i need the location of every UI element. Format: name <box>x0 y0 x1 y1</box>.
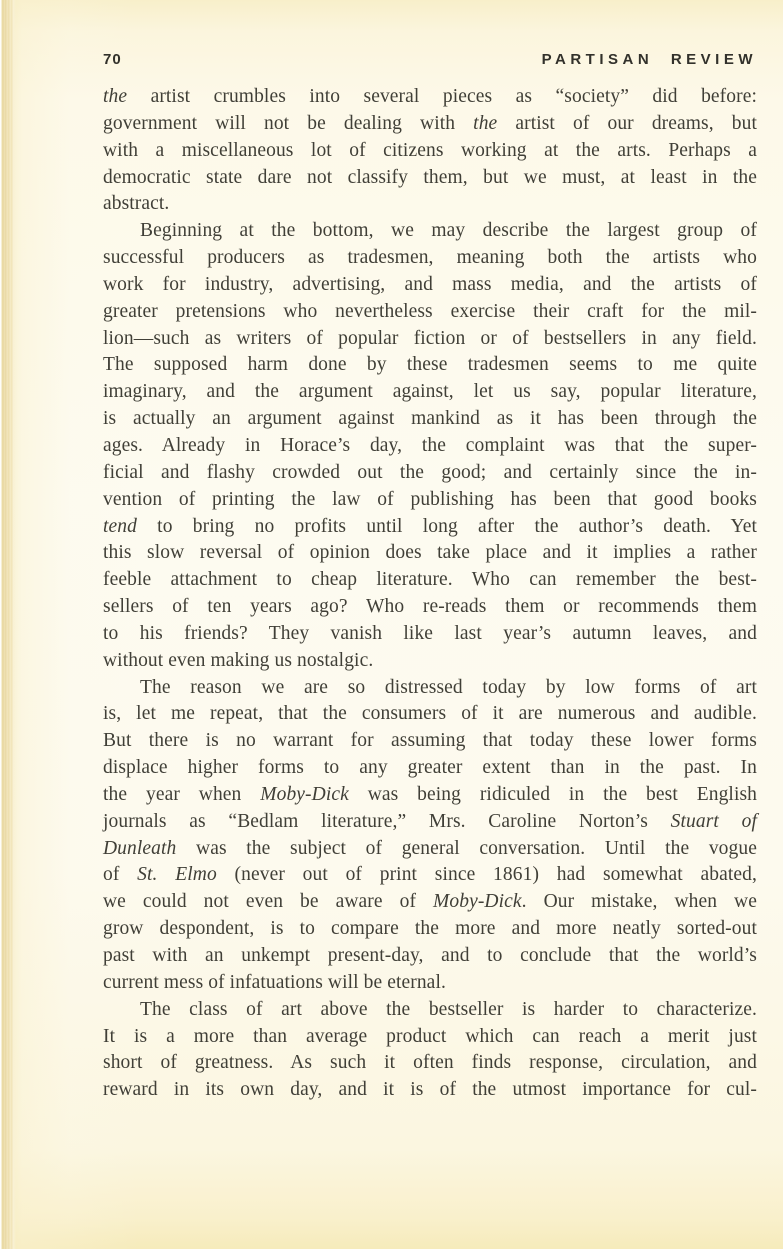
text-line: tend to bring no profits until long after the author’s death. Yet <box>103 515 757 537</box>
text-line: vention of printing the law of publishing has been that good books <box>103 488 757 510</box>
text-line: displace higher forms to any greater extent than in the past. In <box>103 757 757 779</box>
text-line: government will not be dealing with the artist of our dreams, but <box>103 112 757 134</box>
text-line: reward in its own day, and it is of the utmost importance for cul- <box>103 1079 757 1101</box>
text-line: ages. Already in Horace’s day, the complaint was that the super- <box>103 434 757 456</box>
text-line: we could not even be aware of Moby-Dick. Our mistake, when we <box>103 891 757 913</box>
body-text <box>103 84 757 1104</box>
text-line: feeble attachment to cheap literature. Who can remember the best- <box>103 569 757 591</box>
text-line: grow despondent, is to compare the more and more neatly sorted-out <box>103 918 757 940</box>
text-line: democratic state dare not classify them, but we must, at least in the <box>103 166 757 188</box>
text-line: The class of art above the bestseller is harder to characterize. <box>140 998 757 1020</box>
text-line: work for industry, advertising, and mass media, and the artists of <box>103 273 757 295</box>
page-number: 70 <box>103 51 122 68</box>
text-line: this slow reversal of opinion does take place and it implies a rather <box>103 542 757 564</box>
text-line: Dunleath was the subject of general conversation. Until the vogue <box>103 837 757 859</box>
text-line: The reason we are so distressed today by low forms of art <box>140 676 757 698</box>
text-line: But there is no warrant for assuming that today these lower forms <box>103 730 757 752</box>
text-line: the artist crumbles into several pieces as “society” did before: <box>103 86 757 107</box>
text-line: greater pretensions who nevertheless exercise their craft for the mil- <box>103 300 757 322</box>
text-line: of St. Elmo (never out of print since 1861) had somewhat abated, <box>103 864 757 886</box>
paper-edge-streaks <box>0 0 16 1249</box>
text-line: past with an unkempt present-day, and to conclude that the world’s <box>103 945 757 966</box>
text-line: ficial and flashy crowded out the good; and certainly since the in- <box>103 461 757 483</box>
text-line: It is a more than average product which can reach a merit just <box>103 1025 757 1047</box>
text-line: imaginary, and the argument against, let us say, popular literature, <box>103 381 757 403</box>
running-header <box>103 51 757 68</box>
journal-title: PARTISAN REVIEW <box>541 51 757 68</box>
text-line: sellers of ten years ago? Who re-reads them or recommends them <box>103 596 757 618</box>
text-line: short of greatness. As such it often finds response, circulation, and <box>103 1052 757 1074</box>
text-line: The supposed harm done by these tradesmen seems to me quite <box>103 354 757 376</box>
text-line: current mess of infatuations will be eternal. <box>103 971 446 993</box>
text-line: Beginning at the bottom, we may describe the largest group of <box>140 220 757 242</box>
text-line: journals as “Bedlam literature,” Mrs. Caroline Norton’s Stuart of <box>103 810 757 832</box>
text-line: lion—such as writers of popular fiction or of bestsellers in any field. <box>103 327 757 349</box>
text-line: successful producers as tradesmen, meaning both the artists who <box>103 247 757 269</box>
text-line: the year when Moby-Dick was being ridiculed in the best English <box>103 783 757 805</box>
text-line: without even making us nostalgic. <box>103 649 374 671</box>
text-line: abstract. <box>103 193 170 215</box>
text-line: to his friends? They vanish like last year’s autumn leaves, and <box>103 622 757 644</box>
text-line: with a miscellaneous lot of citizens working at the arts. Perhaps a <box>103 139 757 161</box>
text-line: is, let me repeat, that the consumers of it are numerous and audible. <box>103 703 757 725</box>
text-line: is actually an argument against mankind as it has been through the <box>103 408 757 430</box>
